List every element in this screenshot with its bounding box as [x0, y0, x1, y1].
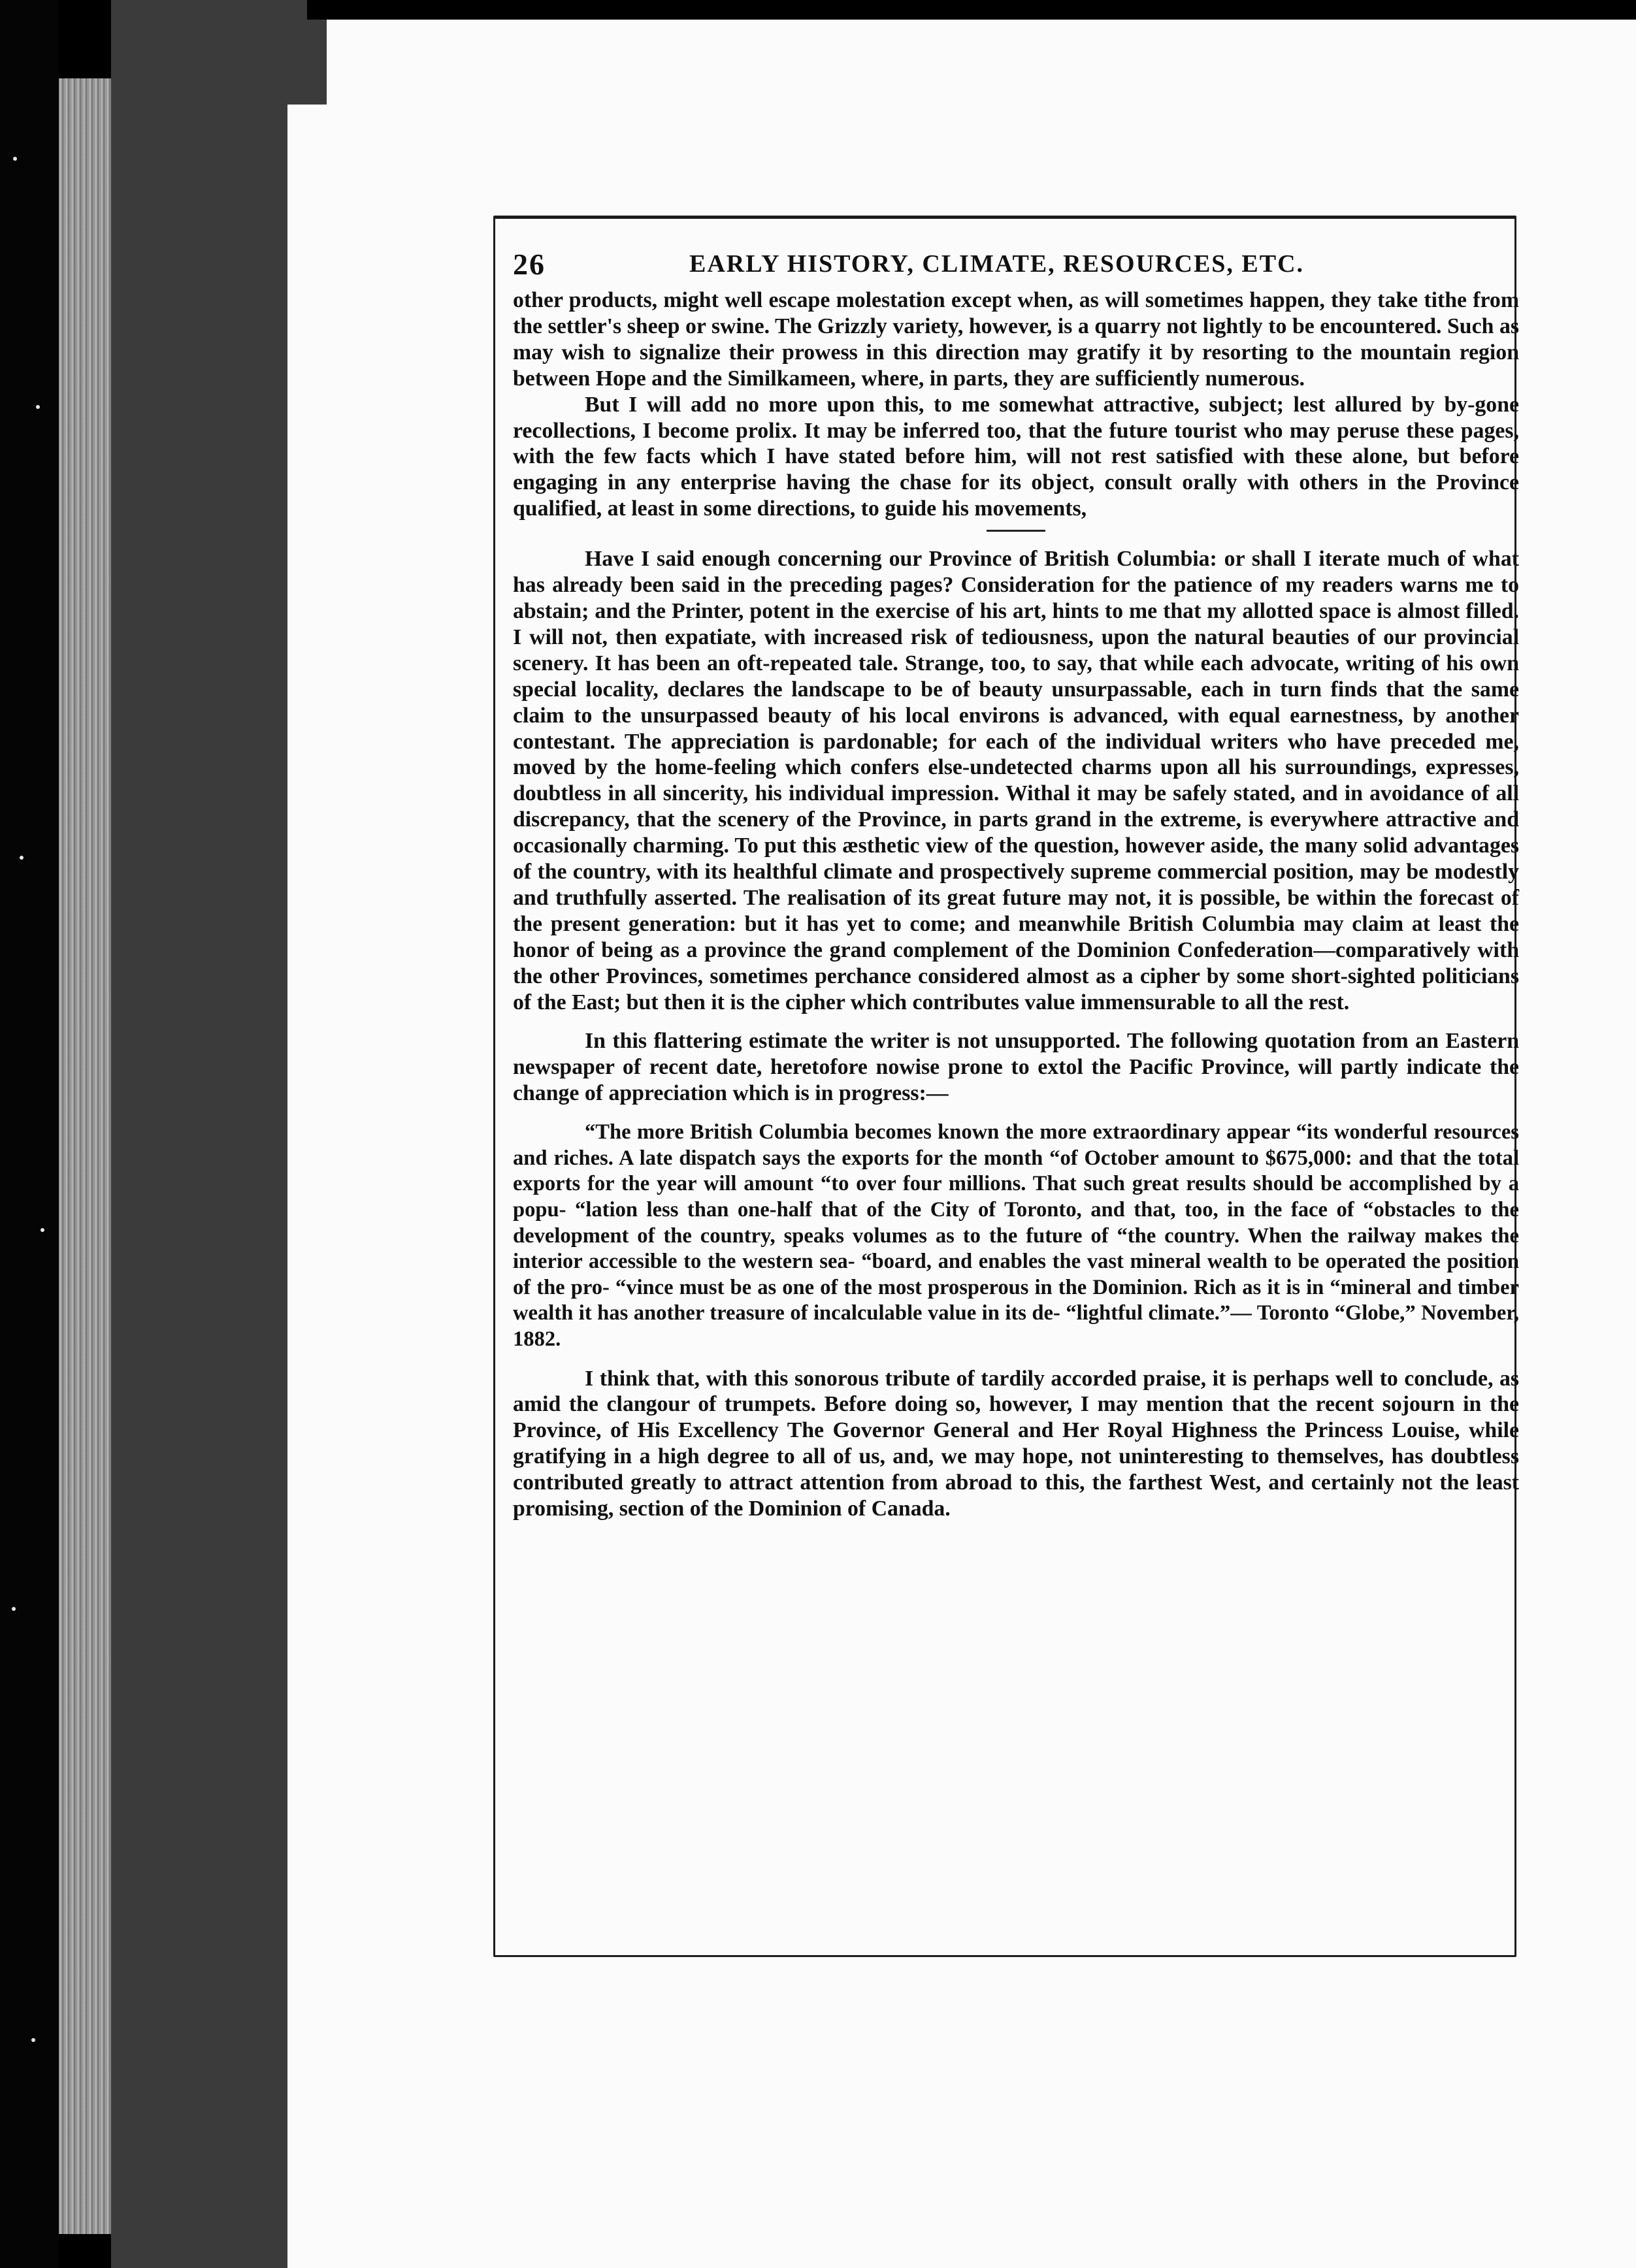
- paragraph-5: I think that, with this sonorous tribute of tardily accorded praise, it is perhaps well to conclude, as amid the clangour of trumpets. Before doing so, however, I may mention that the recent sojourn in the Province, of His Excellency The Governor General and Her Royal Highness the Princess Louise, while gratifying in a high degree to all of us, and, we may hope, not uninteresting to themselves, has doubtless contributed greatly to attract attention from abroad to this, the farthest West, and certainly not the least promising, section of the Dominion of Canada.: [513, 1366, 1519, 1521]
- paragraph-gap: [513, 1015, 1519, 1028]
- running-head-title: EARLY HISTORY, CLIMATE, RESOURCES, ETC.: [689, 250, 1305, 278]
- paragraph-4: In this flattering estimate the writer is not unsupported. The following quotation from an Eastern newspaper of recent date, heretofore nowise prone to extol the Pacific Province, will partly indicate the change of appreciation which is in progress:—: [513, 1029, 1519, 1106]
- paragraph-gap: [513, 1107, 1519, 1120]
- newspaper-quotation: “The more British Columbia becomes known the more extraordinary appear “its wonderful resources and riches. A late dispatch says the exports for the month “of October amount to $675,000: and that the total exports for the year will amount “to over four millions. That such great results should be accomplished by a popu- “lation less than one-half that of the City of Toronto, and that, too, in the face of “obstacles to the development of the country, speaks volumes as to the future of “the country. When the railway makes the interior accessible to the western sea- “board, and enables the vast mineral wealth to be operated the position of the pro- “vince must be as one of the most prosperous in the Dominion. Rich as it is in “mineral and timber wealth it has another treasure of incalculable value in its de- “lightful climate.”— Toronto “Globe,” November, 1882.: [513, 1120, 1519, 1351]
- scanner-edge: [0, 0, 59, 2268]
- page-number: 26: [513, 248, 546, 281]
- frame-top-rule: [495, 218, 1514, 219]
- dust-speck: [13, 157, 17, 161]
- page-content: [513, 235, 1519, 1522]
- dust-speck: [41, 1228, 44, 1232]
- dust-speck: [12, 1607, 16, 1611]
- dust-speck: [20, 856, 24, 860]
- paragraph-2: But I will add no more upon this, to me somewhat attractive, subject; lest allured by by-gone recollections, I become prolix. It may be inferred too, that the future tourist who may peruse these pages, with the few facts which I have stated before him, will not rest satisfied with these alone, but before engaging in any enterprise having the chase for its object, consult orally with others in the Province qualified, at least in some directions, to guide his movements,: [513, 392, 1519, 521]
- paragraph-gap: [513, 1353, 1519, 1366]
- paragraph-3: Have I said enough concerning our Province of British Columbia: or shall I iterate much of what has already been said in the preceding pages? Consideration for the patience of my readers warns me to abstain; and the Printer, potent in the exercise of his art, hints to me that my allotted space is almost filled. I will not, then expatiate, with increased risk of tediousness, upon the natural beauties of our provincial scenery. It has been an oft-repeated tale. Strange, too, to say, that while each advocate, writing of his own special locality, declares the landscape to be of beauty unsurpassable, each in turn finds that the same claim to the unsurpassed beauty of his local environs is advanced, with equal earnestness, by another contestant. The appreciation is pardonable; for each of the individual writers who have preceded me, moved by the home-feeling which confers else-undetected charms upon all his surroundings, expresses, doubtless in all sincerity, his individual impression. Withal it may be safely stated, and in avoidance of all discrepancy, that the scenery of the Province, in parts grand in the extreme, is everywhere attractive and occasionally charming. To put this æsthetic view of the question, however aside, the many solid advantages of the country, with its healthful climate and prospectively supreme commercial position, may be modestly and truthfully asserted. The realisation of its great future may not, it is possible, be within the forecast of the present generation: but it has yet to come; and meanwhile British Columbia may claim at least the honor of being as a province the grand complement of the Dominion Confederation—comparatively with the other Provinces, sometimes perchance considered almost as a cipher by some short-sighted politicians of the East; but then it is the cipher which contributes value immensurable to all the rest.: [513, 547, 1519, 1014]
- running-head: [513, 235, 1519, 287]
- section-divider: [987, 530, 1045, 532]
- page-shadow: [111, 0, 307, 2268]
- paragraph-1: other products, might well escape molestation except when, as will sometimes happen, they take tithe from the settler's sheep or swine. The Grizzly variety, however, is a quarry not lightly to be encountered. Such as may wish to signalize their prowess in this direction may gratify it by resorting to the mountain region between Hope and the Similkameen, where, in parts, they are sufficiently numerous.: [513, 288, 1519, 391]
- page-corner: [287, 20, 327, 105]
- book-page-stack: [59, 78, 111, 2234]
- dust-speck: [36, 405, 40, 409]
- dust-speck: [31, 2038, 35, 2042]
